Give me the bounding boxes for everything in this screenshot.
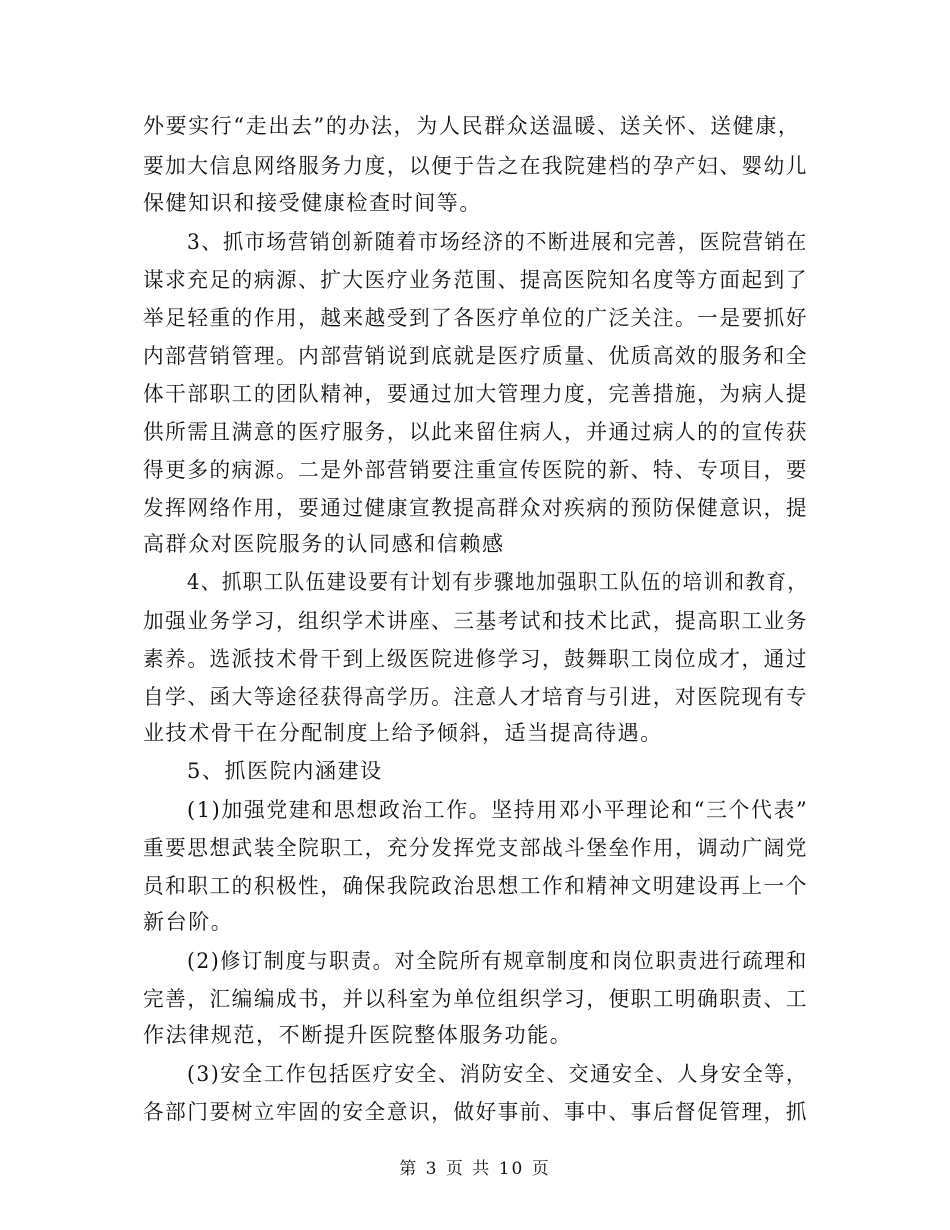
text-line: 4、抓职工队伍建设要有计划有步骤地加强职工队伍的培训和教育， [187, 570, 809, 594]
text-line: 谋求充足的病源、扩大医疗业务范围、提高医院知名度等方面起到了 [143, 268, 808, 292]
text-line: 自学、函大等途径获得高学历。注意人才培育与引进，对医院现有专 [143, 685, 808, 709]
text-line: 发挥网络作用，要通过健康宣教提高群众对疾病的预防保健意识，提 [143, 496, 808, 520]
page-footer: 第 3 页 共 10 页 [399, 1159, 551, 1179]
text-line: 各部门要树立牢固的安全意识，做好事前、事中、事后督促管理，抓 [143, 1100, 808, 1124]
text-line: (1)加强党建和思想政治工作。坚持用邓小平理论和“三个代表” [187, 798, 809, 822]
text-line: 保健知识和接受健康检查时间等。 [143, 191, 482, 215]
text-line: 3、抓市场营销创新随着市场经济的不断进展和完善，医院营销在 [187, 230, 808, 254]
text-line: 得更多的病源。二是外部营销要注重宣传医院的新、特、专项目，要 [143, 458, 808, 482]
text-line: 新台阶。 [143, 910, 234, 934]
text-line: 加强业务学习，组织学术讲座、三基考试和技术比武，提高职工业务 [143, 609, 808, 633]
text-line: 完善，汇编编成书，并以科室为单位组织学习，便职工明确职责、工 [143, 987, 808, 1011]
text-line: 员和职工的积极性，确保我院政治思想工作和精神文明建设再上一个 [143, 874, 808, 898]
text-line: (2)修订制度与职责。对全院所有规章制度和岗位职责进行疏理和 [187, 949, 808, 973]
text-line: 举足轻重的作用，越来越受到了各医疗单位的广泛关注。一是要抓好 [143, 306, 808, 330]
section-heading: 5、抓医院内涵建设 [187, 759, 383, 783]
text-line: 重要思想武装全院职工，充分发挥党支部战斗堡垒作用，调动广阔党 [143, 836, 808, 860]
text-line: 外要实行“走出去”的办法，为人民群众送温暖、送关怀、送健康， [143, 114, 801, 138]
text-line: 体干部职工的团队精神，要通过加大管理力度，完善措施，为病人提 [143, 382, 808, 406]
text-line: 要加大信息网络服务力度，以便于告之在我院建档的孕产妇、婴幼儿 [143, 154, 808, 178]
text-line: 供所需且满意的医疗服务，以此来留住病人，并通过病人的的宣传获 [143, 420, 808, 444]
text-line: 作法律规范，不断提升医院整体服务功能。 [143, 1023, 573, 1047]
text-line: 高群众对医院服务的认同感和信赖感 [143, 532, 505, 556]
text-line: 内部营销管理。内部营销说到底就是医疗质量、优质高效的服务和全 [143, 344, 808, 368]
text-line: 业技术骨干在分配制度上给予倾斜，适当提高待遇。 [143, 721, 663, 745]
text-line: (3)安全工作包括医疗安全、消防安全、交通安全、人身安全等， [187, 1062, 808, 1086]
text-line: 素养。选派技术骨干到上级医院进修学习，鼓舞职工岗位成才，通过 [143, 647, 808, 671]
